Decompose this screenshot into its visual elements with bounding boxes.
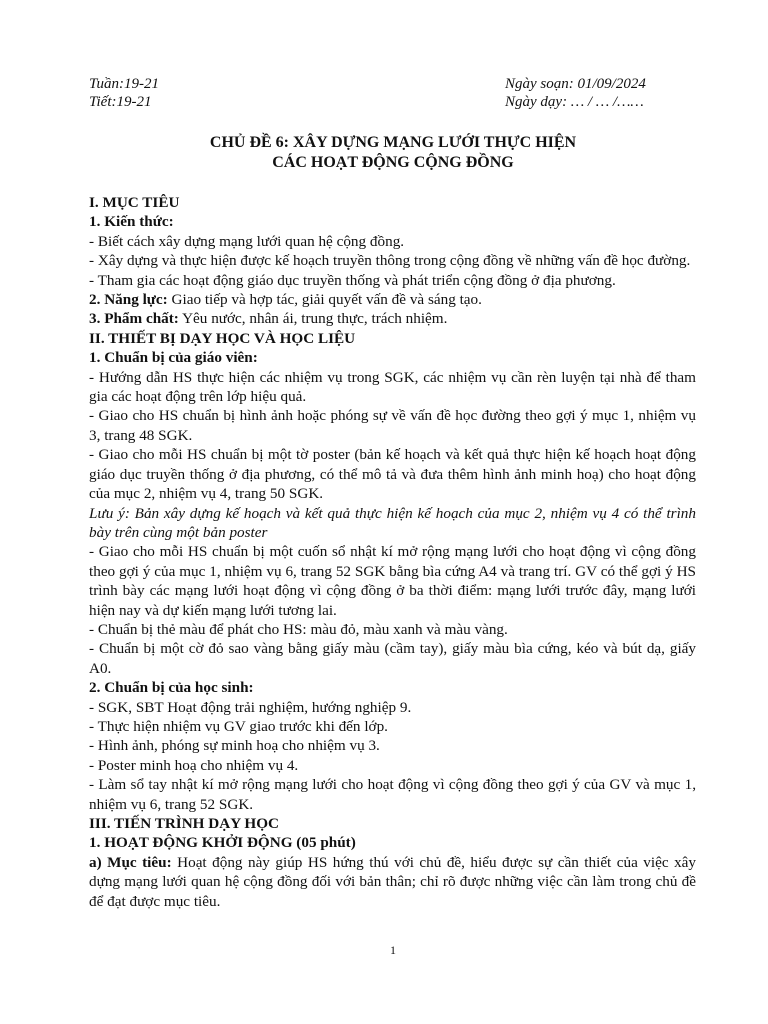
subsection-heading: 1. HOẠT ĐỘNG KHỞI ĐỘNG (05 phút) <box>89 834 356 852</box>
subsection-heading: 1. Kiến thức: <box>89 213 174 231</box>
list-item: - Tham gia các hoạt động giáo dục truyền thống và phát triển cộng đồng ở địa phương. <box>89 271 616 289</box>
quality-line <box>89 309 696 328</box>
title-line-2: CÁC HOẠT ĐỘNG CỘNG ĐỒNG <box>272 154 514 171</box>
list-item: - SGK, SBT Hoạt động trải nghiệm, hướng nghiệp 9. <box>89 698 412 716</box>
prep-date: Ngày soạn: 01/09/2024 <box>505 76 646 92</box>
objective-paragraph <box>89 853 696 911</box>
list-item: - Chuẩn bị thẻ màu để phát cho HS: màu đỏ, màu xanh và màu vàng. <box>89 620 508 638</box>
objective-label: a) Mục tiêu: <box>89 853 172 871</box>
list-item: - Xây dựng và thực hiện được kế hoạch truyền thông trong cộng đồng về những vấn đề học đường. <box>89 252 691 270</box>
header-left <box>89 75 159 111</box>
section-heading: II. THIẾT BỊ DẠY HỌC VÀ HỌC LIỆU <box>89 329 356 347</box>
competency-text: Giao tiếp và hợp tác, giải quyết vấn đề và sáng tạo. <box>167 291 482 309</box>
week-label: Tuần:19-21 <box>89 76 160 92</box>
competency-label: 2. Năng lực: <box>89 291 168 309</box>
section-heading: I. MỤC TIÊU <box>89 194 180 211</box>
list-item: - Giao cho HS chuẩn bị hình ảnh hoặc phóng sự về vấn đề học đường theo gợi ý mục 1, nhiệm vụ 3, trang 48 SGK. <box>89 407 696 444</box>
subsection-heading: 1. Chuẩn bị của giáo viên: <box>89 349 258 367</box>
page-number: 1 <box>390 943 396 957</box>
list-item: - Thực hiện nhiệm vụ GV giao trước khi đến lớp. <box>89 717 388 735</box>
list-item: - Chuẩn bị một cờ đỏ sao vàng bằng giấy màu (cầm tay), giấy màu bìa cứng, kéo và bút dạ, giấy A0. <box>89 640 696 677</box>
period-label: Tiết:19-21 <box>89 94 152 110</box>
list-item: - Giao cho mỗi HS chuẩn bị một tờ poster (bản kế hoạch và kết quả thực hiện kế hoạch hoạt động giáo dục truyền thống ở địa phương, có thể mô tả và đưa thêm hình ảnh minh hoạ) cho hoạt động của mục 2, nhiệm vụ 4, trang 50 SGK. <box>89 446 696 503</box>
list-item: - Giao cho mỗi HS chuẩn bị một cuốn sổ nhật kí mở rộng mạng lưới cho hoạt động vì cộng đồng theo gợi ý của mục 1, nhiệm vụ 6, trang 52 SGK bằng bìa cứng A4 và trang trí. GV có thể gợi ý HS trình bày các mạng lưới hoạt động vì cộng đồng ở ba thời điểm: mạng lưới trước đây, mạng lưới hiện nay và dự kiến mạng lưới tương lai. <box>89 543 696 619</box>
document-body <box>89 193 696 911</box>
section-heading: III. TIẾN TRÌNH DẠY HỌC <box>89 815 280 832</box>
list-item: - Poster minh hoạ cho nhiệm vụ 4. <box>89 756 299 774</box>
header-right <box>505 75 646 111</box>
quality-text: Yêu nước, nhân ái, trung thực, trách nhiệm. <box>178 310 448 328</box>
list-item: - Làm sổ tay nhật kí mở rộng mạng lưới cho hoạt động vì cộng đồng theo gợi ý của GV và mục 1, nhiệm vụ 6, trang 52 SGK. <box>89 776 696 813</box>
list-item: - Hướng dẫn HS thực hiện các nhiệm vụ trong SGK, các nhiệm vụ cần rèn luyện tại nhà để tham gia các hoạt động trên lớp hiệu quả. <box>89 368 696 406</box>
title-line-1: CHỦ ĐỀ 6: XÂY DỰNG MẠNG LƯỚI THỰC HIỆN <box>209 134 577 151</box>
teach-date: Ngày dạy: … / … /…… <box>505 94 644 110</box>
document-title <box>0 133 768 173</box>
subsection-heading: 2. Chuẩn bị của học sinh: <box>89 679 254 697</box>
objective-text: Hoạt động này giúp HS hứng thú với chủ đề, hiểu được sự cần thiết của việc xây dựng mạng lưới quan hệ cộng đồng đối với bản thân; chỉ rõ được những việc cần làm trong chủ đề để đạt được mục tiêu. <box>89 853 696 910</box>
list-item: - Hình ảnh, phóng sự minh hoạ cho nhiệm vụ 3. <box>89 737 380 755</box>
quality-label: 3. Phẩm chất: <box>89 310 179 328</box>
competency-line <box>89 290 696 309</box>
list-item: - Biết cách xây dựng mạng lưới quan hệ cộng đồng. <box>89 232 405 250</box>
note: Lưu ý: Bản xây dựng kế hoạch và kết quả thực hiện kế hoạch của mục 2, nhiệm vụ 4 có thể trình bày trên cùng một bản poster <box>89 504 696 541</box>
